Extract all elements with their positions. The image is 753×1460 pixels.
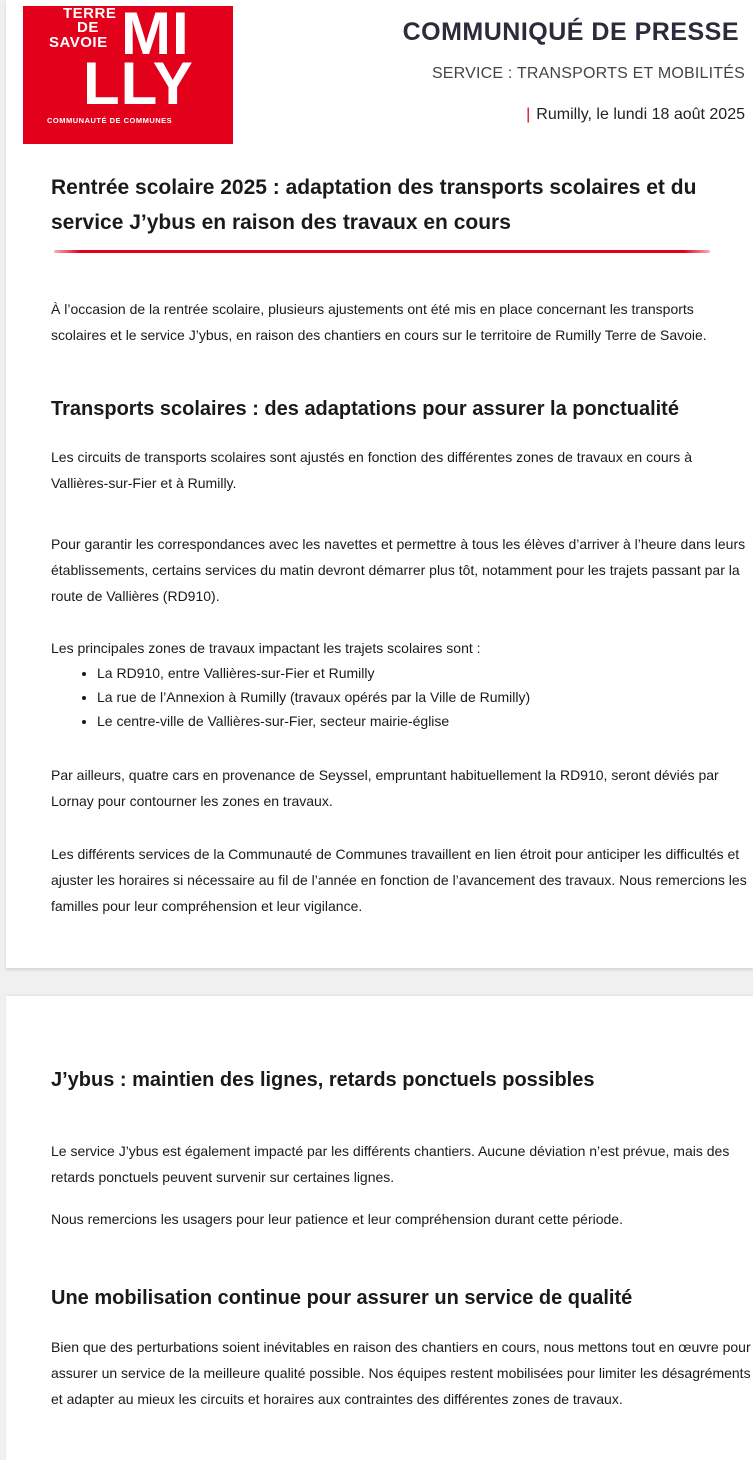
article-title: Rentrée scolaire 2025 : adaptation des transports scolaires et du service J’ybus en raison des travaux en cours <box>51 176 697 234</box>
jybus-paragraph-1: Le service J’ybus est également impacté par les différents chantiers. Aucune déviation n’est prévue, mais des retards ponctuels peuvent survenir sur certaines lignes. <box>51 1143 730 1185</box>
title-divider <box>54 250 710 253</box>
document-page-2 <box>6 996 753 1460</box>
works-zone-list <box>51 661 530 733</box>
section-heading-mobilisation: Une mobilisation continue pour assurer un service de qualité <box>51 1287 633 1309</box>
works-list-intro: Les principales zones de travaux impactant les trajets scolaires sont : <box>51 640 481 656</box>
document-page-1 <box>6 0 753 968</box>
logo-text-savoie: SAVOIE <box>49 34 108 51</box>
logo-footer-text: COMMUNAUTÉ DE COMMUNES <box>47 116 173 125</box>
service-label: SERVICE : TRANSPORTS ET MOBILITÉS <box>431 65 745 82</box>
rumilly-logo <box>23 0 233 144</box>
logo-text-de: DE <box>77 19 99 36</box>
dateline-text: Rumilly, le lundi 18 août 2025 <box>536 106 745 123</box>
transports-paragraph-3: Par ailleurs, quatre cars en provenance de Seyssel, empruntant habituellement la RD910, seront déviés par Lornay pour contourner les zones en travaux. <box>51 767 719 809</box>
transports-paragraph-4: Les différents services de la Communauté de Communes travaillent en lien étroit pour anticiper les difficultés et ajuster les horaires si nécessaire au fil de l’année en fonction de l’avancement des travaux. Nous remercions les familles pour leur compréhension et leur vigilance. <box>51 846 747 914</box>
section-heading-transports: Transports scolaires : des adaptations pour assurer la ponctualité <box>51 398 679 420</box>
section-heading-jybus: J’ybus : maintien des lignes, retards ponctuels possibles <box>51 1069 595 1091</box>
jybus-paragraph-2: Nous remercions les usagers pour leur patience et leur compréhension durant cette période. <box>51 1211 623 1227</box>
list-item: • La RD910, entre Vallières-sur-Fier et Rumilly <box>97 661 530 685</box>
press-release-title: COMMUNIQUÉ DE PRESSE <box>402 18 739 46</box>
list-item: • Le centre-ville de Vallières-sur-Fier, secteur mairie-église <box>97 709 530 733</box>
logo-text-mi: MI <box>121 0 190 67</box>
transports-paragraph-1: Les circuits de transports scolaires sont ajustés en fonction des différentes zones de travaux en cours à Vallières-sur-Fier et à Rumilly. <box>51 449 692 491</box>
transports-paragraph-2: Pour garantir les correspondances avec les navettes et permettre à tous les élèves d’arriver à l’heure dans leurs établissements, certains services du matin devront démarrer plus tôt, notamment pour les trajets passant par la route de Vallières (RD910). <box>51 536 746 604</box>
logo-text-terre: TERRE <box>63 5 117 22</box>
logo-text-lly: LLY <box>83 50 194 117</box>
dateline <box>526 106 745 124</box>
list-item: • La rue de l’Annexion à Rumilly (travaux opérés par la Ville de Rumilly) <box>97 685 530 709</box>
dateline-separator: | <box>526 106 531 123</box>
mobilisation-paragraph: Bien que des perturbations soient inévitables en raison des chantiers en cours, nous mettons tout en œuvre pour assurer un service de la meilleure qualité possible. Nos équipes restent mobilisées pour limiter les désagréments et adapter au mieux les circuits et horaires aux contraintes des différentes zones de travaux. <box>51 1339 751 1407</box>
intro-paragraph: À l’occasion de la rentrée scolaire, plusieurs ajustements ont été mis en place concernant les transports scolaires et le service J’ybus, en raison des chantiers en cours sur le territoire de Rumilly Terre de Savoie. <box>51 301 707 343</box>
